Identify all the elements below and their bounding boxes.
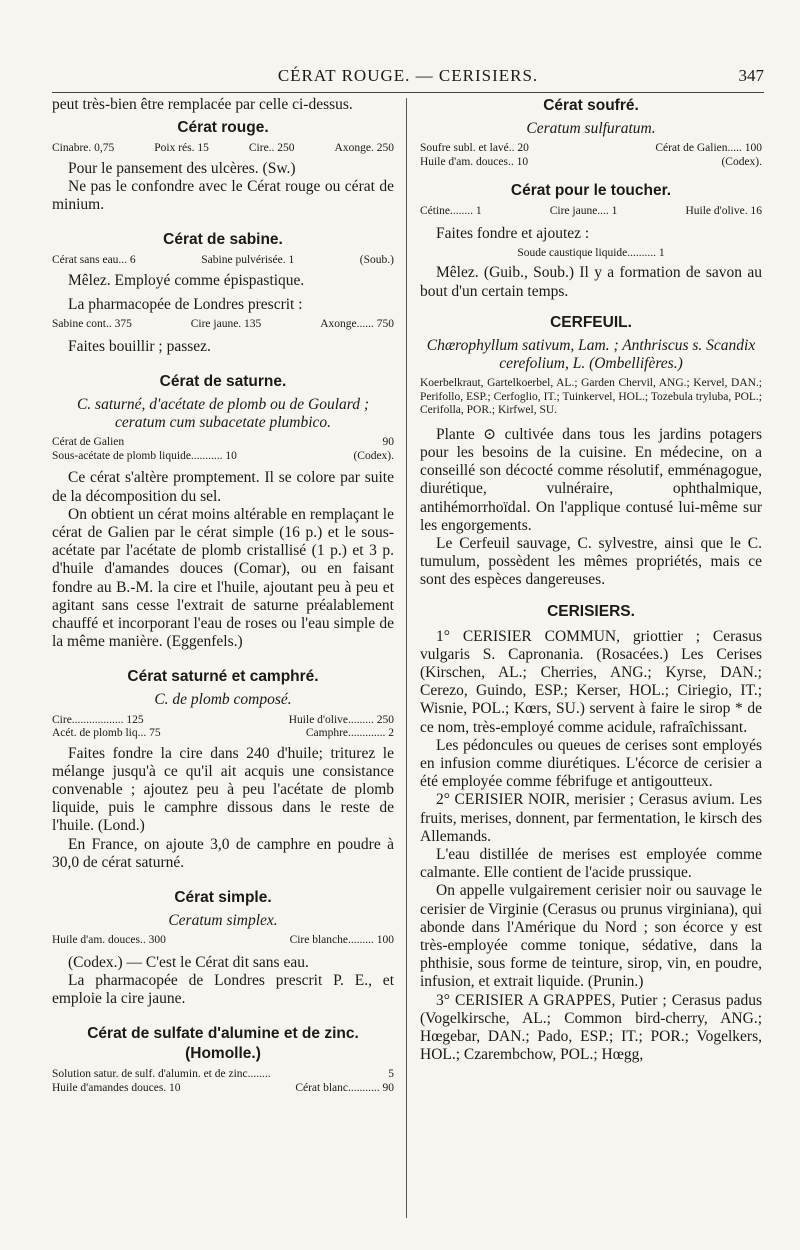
formula-line [52,1068,394,1082]
formula-line [52,714,394,728]
paragraph: 1° CERISIER COMMUN, griottier ; Cerasus vulgaris S. Capronania. (Rosacées.) Les Cerises (Kirschen, AL.; Cherries, ANG.; Kyrse, DAN.; Cerezo, Guindo, ESP.; Kerser, HOL.; Ciriegio, IT.; Wisnie, POL.; Kœrs, SU.) servent à faire le sirop * de ce nom, très-employé comme acidule, rafraîchissant. [420,627,762,736]
formula-item: Huile d'amandes douces. 10 [52,1081,181,1094]
formula-line [52,1082,394,1096]
section-title-cerat-simple: Cérat simple. [174,888,272,906]
formula-item: Solution satur. de sulf. d'alumin. et de zinc........ [52,1068,271,1081]
formula-item: Soufre subl. et lavé.. 20 [420,142,529,155]
paragraph: Mêlez. Employé comme épispastique. [68,271,305,289]
paragraph: On appelle vulgairement cerisier noir ou sauvage le cerisier de Virginie (Cerasus ou prunus virginiana), qui abonde dans l'Amérique du Nord ; son écorce y est très-employée comme tonique, sédative, dans la phthisie, sous forme de teinture, sirop, vin, en poudre, infusion, et extrait liquide. (Prunin.) [420,882,762,991]
formula-cerat-rouge [52,142,394,156]
paragraph: La pharmacopée de Londres prescrit : [68,296,303,314]
formula-item: Sabine cont.. 375 [52,318,132,331]
section-title-cerat-sabine: Cérat de sabine. [163,231,283,249]
formula-line [52,727,394,741]
formula-item: Cinabre. 0,75 [52,142,115,155]
running-header [52,66,764,93]
section-title-cerat-toucher: Cérat pour le toucher. [510,182,672,200]
formula-item: 90 [382,436,394,449]
left-column [52,96,394,1095]
running-title: CÉRAT ROUGE. — CERISIERS. [277,66,539,85]
paragraph: Faites fondre et ajoutez : [436,224,590,242]
paragraph: Faites fondre la cire dans 240 d'huile; triturez le mélange jusqu'à ce qu'il ait acquis une consistance convenable ; ajoutez peu à peu l'acétate de plomb liquide, puis le camphre dissous dans le reste de l'huile. (Lond.) [52,744,394,835]
paragraph: L'eau distillée de merises est employée comme calmante. Elle contient de l'acide prussique. [420,845,762,882]
section-title-cerat-sature-camphre: Cérat saturné et camphré. [127,668,319,686]
formula-item: Camphre............. 2 [305,727,394,740]
formula-source: (Codex). [353,449,394,462]
formula-item: Huile d'olive. 16 [685,205,762,218]
paragraph: Faites bouillir ; passez. [68,337,211,355]
section-subtitle: Chærophyllum sativum, Lam. ; Anthriscus s. Scandix cerefolium, L. (Ombellifères.) [426,336,756,373]
paragraph: (Codex.) — C'est le Cérat dit sans eau. [68,953,309,971]
right-column [420,96,762,1064]
formula-item: 5 [388,1068,394,1081]
paragraph: On obtient un cérat moins altérable en remplaçant le cérat de Galien par le cérat simple (16 p.) et le sous-acétate par l'acétate de plomb cristallisé (1 p.) et 3 p. d'huile d'amandes douces (Comar), ou en faisant fondre au B.-M. la cire et l'huile, ajoutant peu à peu et agitant sans cesse l'extrait de saturne préalablement chauffé et incorporant l'eau de roses ou l'eau simple de la même manière. (Eggenfels.) [52,505,394,651]
formula-item: Soude caustique liquide.......... 1 [517,246,665,259]
section-title-cerisiers: CERISIERS. [547,602,635,620]
formula-item: Cire jaune.... 1 [549,205,618,218]
formula-item: Huile d'am. douces.. 300 [52,934,166,947]
formula-line [52,436,394,450]
section-title-cerat-soufre: Cérat soufré. [543,97,639,114]
paragraph: En France, on ajoute 3,0 de camphre en poudre à 30,0 de cérat saturné. [52,835,394,871]
formula-line [52,934,394,948]
section-subtitle: Ceratum simplex. [168,911,278,929]
paragraph: Les pédoncules ou queues de cerises sont employés en infusion comme diurétiques. L'écorce de cerisier a été employée comme fébrifuge et antigoutteux. [420,736,762,791]
formula-item: Cérat de Galien..... 100 [655,142,762,155]
formula-item: Poix rés. 15 [154,142,209,155]
section-title-cerat-zinc: Cérat de sulfate d'alumine et de zinc. (Homolle.) [87,1025,359,1063]
formula-item: Huile d'olive......... 250 [288,713,394,726]
paragraph: Ne pas le confondre avec le Cérat rouge ou cérat de minium. [52,177,394,214]
section-subtitle: C. saturné, d'acétate de plomb ou de Goulard ; ceratum cum subacetate plumbico. [76,395,370,432]
formula-item: Cérat de Galien [52,436,125,449]
formula-line [420,247,762,261]
section-title-cerat-rouge: Cérat rouge. [177,119,269,137]
section-subtitle: Ceratum sulfuratum. [526,120,656,137]
formula-item: Cérat blanc........... 90 [295,1081,394,1094]
paragraph: Plante ⊙ cultivée dans tous les jardins potagers pour les besoins de la cuisine. En médecine, on a conseillé son décocté comme résolutif, emménagogue, diurétique, vulnéraire, ophthalmique, antihémorrhoïdal. On l'applique contusé lui-même sur les engorgements. [420,425,762,534]
formula-cerat-sabine [52,254,394,268]
formula-item: Cire.................. 125 [52,713,144,726]
formula-source: (Soub.) [359,254,394,267]
formula-item: Cire blanche......... 100 [289,934,394,947]
formula-item: Sabine pulvérisée. 1 [201,254,295,267]
paragraph: 3° CERISIER A GRAPPES, Putier ; Cerasus padus (Vogelkirsche, AL.; Common bird-cherry, ANG.; Hœgebar, DAN.; Pado, ESP.; IT.; POR.; Vogelkers, HOL.; Czarembchow, POL.; Hœgg, [420,991,762,1064]
page-number: 347 [738,66,764,85]
paragraph: Le Cerfeuil sauvage, C. sylvestre, ainsi que le C. tumulum, possèdent les mêmes propriétés, mais ce sont des espèces dangereuses. [420,534,762,589]
formula-item: Sous-acétate de plomb liquide........... 10 [52,449,237,462]
formula-item: Cétine........ 1 [420,205,482,218]
intro-text: peut très-bien être remplacée par celle ci-dessus. [52,96,353,113]
formula-source: (Codex). [721,155,762,168]
column-divider [406,98,407,1218]
formula-line [420,142,762,156]
formula-item: Axonge. 250 [334,142,394,155]
formula-line [420,156,762,170]
formula-line [420,205,762,219]
formula-sabine-londres [52,318,394,332]
section-title-cerfeuil: CERFEUIL. [550,313,632,331]
formula-line [52,450,394,464]
formula-item: Cérat sans eau... 6 [52,254,136,267]
paragraph: Pour le pansement des ulcères. (Sw.) [68,159,296,177]
formula-item: Axonge...... 750 [320,318,394,331]
paragraph: La pharmacopée de Londres prescrit P. E., et emploie la cire jaune. [52,971,394,1008]
section-title-cerat-saturne: Cérat de saturne. [159,372,287,390]
formula-item: Acét. de plomb liq... 75 [52,727,161,740]
paragraph: Ce cérat s'altère promptement. Il se colore par suite de la décomposition du sel. [52,469,394,505]
formula-item: Huile d'am. douces.. 10 [420,155,529,168]
paragraph: 2° CERISIER NOIR, merisier ; Cerasus avium. Les fruits, merises, donnent, par fermentation, le kirsch des Allemands. [420,791,762,845]
formula-item: Cire.. 250 [248,142,295,155]
formula-item: Cire jaune. 135 [190,318,262,331]
section-subtitle: C. de plomb composé. [154,691,292,709]
paragraph: Mêlez. (Guib., Soub.) Il y a formation de savon au bout d'un certain temps. [420,264,762,300]
vernacular-names: Koerbelkraut, Gartelkoerbel, AL.; Garden Chervil, ANG.; Kervel, DAN.; Perifollo, ESP.; Cerfoglio, IT.; Tuinkervel, HOL.; Tozebula tryluba, POL.; Cerifolla, POR.; Kirfwel, SU. [420,377,762,417]
